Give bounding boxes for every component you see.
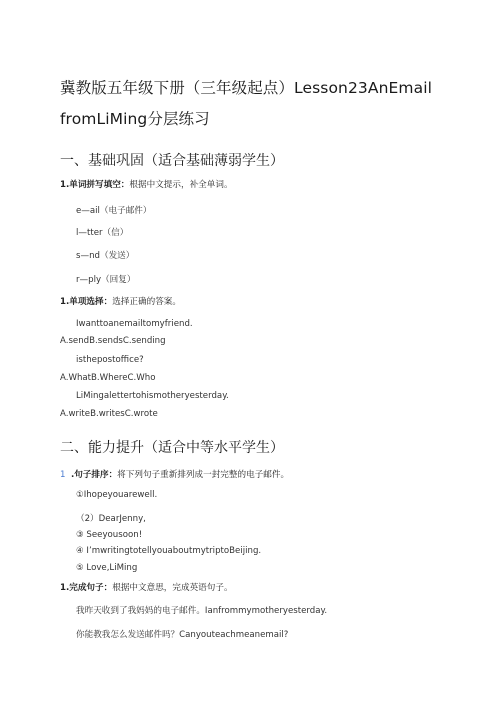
page-title-line-1: 冀教版五年级下册（三年级起点）Lesson23AnEmail <box>60 79 433 97</box>
section-1-question-2 <box>60 295 181 307</box>
page-title-line-2: fromLiMing分层练习 <box>60 110 210 128</box>
sentence-item: ⑤ Love,LiMing <box>76 563 138 573</box>
question-label: 1.完成句子： <box>60 583 113 593</box>
sentence-item: ①Ihopeyouarewell. <box>76 490 158 500</box>
section-1-question-1 <box>60 178 233 190</box>
question-stem: LiMingalettertohismotheryesterday. <box>76 391 229 401</box>
section-2-question-1 <box>60 468 289 480</box>
sentence-line: 你能教我怎么发送邮件吗？Canyouteachmeanemail? <box>76 630 289 640</box>
sentence-item: （2）DearJenny, <box>76 514 146 524</box>
section-2-question-2 <box>60 581 233 593</box>
answer-options: A.writeB.writesC.wrote <box>60 409 158 419</box>
answer-options: A.sendB.sendsC.sending <box>60 336 166 346</box>
question-instruction: 选择正确的答案。 <box>112 297 181 307</box>
question-stem: Iwanttoanemailtomyfriend. <box>76 319 193 329</box>
answer-options: A.WhatB.WhereC.Who <box>60 373 156 383</box>
section-1-heading: 一、基础巩固（适合基础薄弱学生） <box>60 153 284 169</box>
sentence-item: ④ I’mwritingtotellyouaboutmytriptoBeijing. <box>76 546 262 556</box>
section-2-heading: 二、能力提升（适合中等水平学生） <box>60 440 284 456</box>
question-instruction: 根据中文提示，补全单词。 <box>129 180 233 190</box>
question-label: 1.单词拼写填空： <box>60 180 130 190</box>
question-number: 1 <box>60 470 66 480</box>
word-item: e—ail（电子邮件） <box>76 206 152 216</box>
word-item: s—nd（发送） <box>76 251 135 261</box>
question-instruction: 根据中文意思，完成英语句子。 <box>112 583 233 593</box>
question-stem: isthepostoffice? <box>76 355 144 365</box>
word-item: l—tter（信） <box>76 228 129 238</box>
question-label: 1.单项选择： <box>60 297 113 307</box>
word-item: r—ply（回复） <box>76 275 136 285</box>
question-label: .句子排序： <box>70 470 118 480</box>
question-instruction: 将下列句子重新排列成一封完整的电子邮件。 <box>117 470 290 480</box>
sentence-item: ③ Seeyousoon! <box>76 530 143 540</box>
sentence-line: 我昨天收到了我妈妈的电子邮件。Ianfrommymotheryesterday. <box>76 606 328 616</box>
